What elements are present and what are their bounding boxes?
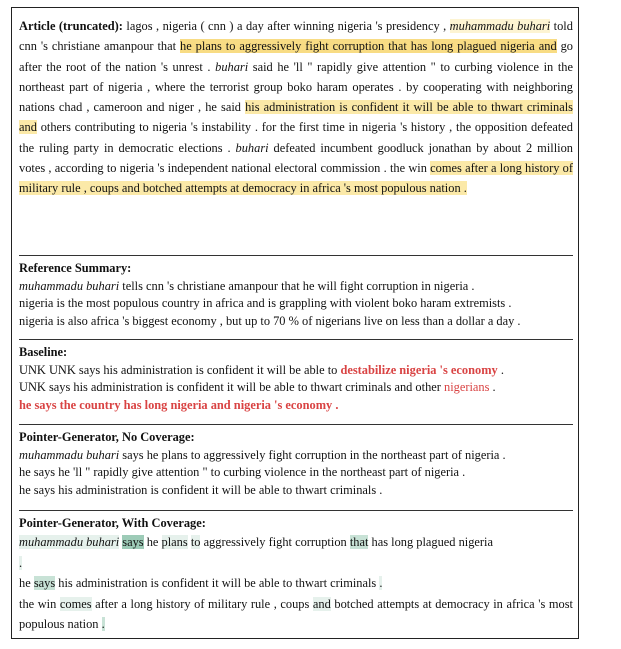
baseline-error-1: destabilize nigeria 's economy [340,362,498,377]
pgnc-line-2: he says he 'll " rapidly give attention " to curbing violence in the northeast part of nigeria . [19,465,466,480]
article-text-1: told cnn 's christiane amanpour that [19,19,573,54]
baseline-line-2 [19,379,573,397]
article-text-5: defeated incumbent goodluck jonathan by about 2 million votes , according to nigeria 's independent national electoral commission . the win [19,140,573,176]
pgnc-line-1 [19,447,573,465]
reference-line-1 [19,278,573,296]
article-highlight-3: comes after a long history of military rule , coups and botched attempts at democracy in africa 's most populous nation . [19,161,573,196]
pgwc-word: . [101,617,105,631]
article-highlight-2: his administration is confident it will be able to thwart criminals and [19,100,573,135]
pgnc-label: Pointer-Generator, No Coverage: [19,430,195,444]
pgwc-word: and [312,596,331,611]
reference-summary-section [19,260,573,330]
pgwc-word: botched attempts at democracy in africa 's most populous nation [19,596,573,631]
section-divider [19,424,573,425]
pgwc-sentence-2 [19,573,573,594]
pgnc-line-1-text: says he plans to aggressively fight corruption in the northeast part of nigeria . [122,447,506,462]
baseline-section [19,344,573,414]
article-text-2: go after the root of the nation 's unrest . [19,39,573,74]
baseline-line-1 [19,362,573,380]
article-name-1: muhammadu buhari [449,19,551,33]
pgwc-word: . [19,555,23,570]
article-highlight-1: he plans to aggressively fight corruption that has long plagued nigeria and [180,39,557,54]
pgwc-word: he [19,576,31,590]
article-text-4: others contributing to nigeria 's instability . for the first time in nigeria 's history , the opposition defeated the ruling party in democratic elections . [19,120,574,155]
baseline-line-3: he says the country has long nigeria and nigeria 's economy . [19,397,339,412]
pgwc-word: after a long history of military rule , coups [95,596,310,611]
article-label: Article (truncated): [19,19,123,33]
pointer-generator-no-coverage-section [19,429,573,499]
pgwc-sentence-3 [19,594,573,635]
pgwc-word: aggressively fight corruption [203,535,347,549]
pgwc-word: that [349,535,369,549]
reference-line-1-text: tells cnn 's christiane amanpour that he will fight corruption in nigeria . [122,278,475,293]
pgwc-word: the win [19,596,57,611]
baseline-line-2-text: UNK says his administration is confident it will be able to thwart criminals and other [19,380,441,395]
pgwc-word: to [190,535,201,549]
pgwc-label: Pointer-Generator, With Coverage: [19,516,206,530]
section-divider [19,339,573,340]
reference-summary-label: Reference Summary: [19,261,132,275]
baseline-error-2: nigerians [444,380,490,395]
pgnc-line-3: he says his administration is confident it will be able to thwart criminals . [19,482,383,497]
baseline-line-2-end: . [492,380,496,395]
pgwc-word: he [146,535,159,549]
baseline-line-1-end: . [500,362,504,377]
pgnc-name: muhammadu buhari [19,447,120,462]
pgwc-word: his administration is confident it will be able to thwart criminals [58,576,377,590]
reference-line-2: nigeria is the most populous country in africa and is grappling with violent boko haram extremists . [19,296,512,311]
pointer-generator-with-coverage-section [19,515,573,635]
pgwc-sentence-1 [19,532,573,573]
section-divider [19,510,573,511]
pgwc-word: has long plagued nigeria [371,535,493,549]
pgwc-word: . [379,576,383,590]
article-text-3: said he 'll " rapidly give attention " to curbing violence in the northeast part of nigeria , where the terrorist group boko haram operates . by cooperating with neighboring nations chad , cameroon and niger , he said [19,59,573,115]
article-lead: lagos , nigeria ( cnn ) a day after winning nigeria 's presidency , [126,19,447,33]
figure-frame [11,7,579,639]
article-name-3: buhari [235,140,269,155]
pgwc-name: muhammadu buhari [19,535,120,549]
pgwc-word: comes [59,596,92,611]
section-divider [19,255,573,256]
pgwc-word: plans [161,535,188,549]
article-name-2: buhari [215,59,249,74]
pgwc-word: says [33,576,56,590]
reference-name: muhammadu buhari [19,278,120,293]
baseline-line-1-text: UNK UNK says his administration is confident it will be able to [19,362,338,377]
article-section [19,16,573,199]
pgwc-word: says [122,535,144,549]
reference-line-3: nigeria is also africa 's biggest economy , but up to 70 % of nigerians live on less than a dollar a day . [19,313,521,328]
baseline-label: Baseline: [19,345,68,359]
